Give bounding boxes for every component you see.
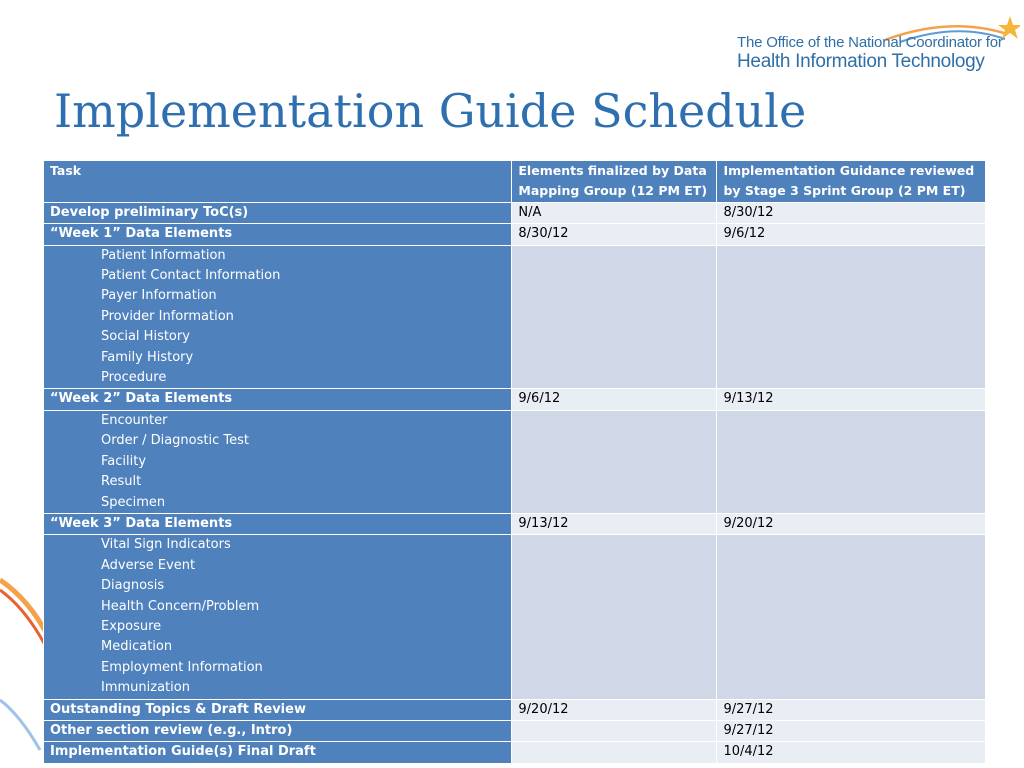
data-element-item: Health Concern/Problem (101, 598, 260, 614)
table-row (44, 202, 986, 223)
data-element-list (44, 245, 512, 389)
data-element-item: Encounter (101, 412, 168, 428)
data-element-item: Employment Information (101, 659, 263, 675)
data-element-item: Result (101, 474, 142, 490)
table-row (44, 720, 986, 741)
finalized-date-cell (512, 720, 717, 741)
data-element-item: Procedure (101, 370, 167, 386)
data-element-item: Diagnosis (101, 578, 165, 594)
finalized-date-cell: 9/20/12 (512, 699, 717, 720)
header-reviewed: Implementation Guidance reviewed by Stage 3 Sprint Group (2 PM ET) (717, 161, 986, 203)
finalized-date-cell: N/A (512, 202, 717, 223)
data-element-item: Medication (101, 639, 173, 655)
data-element-item: Provider Information (101, 308, 234, 324)
empty-cell (512, 535, 717, 699)
data-element-item: Family History (101, 349, 194, 365)
data-element-item: Patient Information (101, 247, 226, 263)
data-element-list (44, 535, 512, 699)
reviewed-date-cell: 8/30/12 (717, 202, 986, 223)
reviewed-date-cell: 9/6/12 (717, 224, 986, 245)
finalized-date-cell (512, 742, 717, 763)
reviewed-date-cell: 9/27/12 (717, 720, 986, 741)
onc-logo (735, 14, 1020, 74)
data-element-list (44, 410, 512, 513)
finalized-date-cell: 9/6/12 (512, 389, 717, 410)
task-cell: Other section review (e.g., Intro) (44, 720, 512, 741)
logo-line-1: The Office of the National Coordinator for (737, 34, 1003, 51)
header-finalized: Elements finalized by Data Mapping Group (12 PM ET) (512, 161, 717, 203)
logo-line-2: Health Information Technology (737, 51, 985, 72)
data-element-list-row (44, 410, 986, 513)
reviewed-date-cell: 9/13/12 (717, 389, 986, 410)
reviewed-date-cell: 10/4/12 (717, 742, 986, 763)
data-element-item: Exposure (101, 618, 162, 634)
data-element-item: Immunization (101, 680, 190, 696)
table-row (44, 513, 986, 534)
finalized-date-cell: 9/13/12 (512, 513, 717, 534)
task-cell: “Week 3” Data Elements (44, 513, 512, 534)
finalized-date-cell: 8/30/12 (512, 224, 717, 245)
table-header-row (44, 161, 986, 203)
table-row (44, 699, 986, 720)
data-element-item: Specimen (101, 494, 166, 510)
task-cell: Outstanding Topics & Draft Review (44, 699, 512, 720)
data-element-item: Payer Information (101, 288, 217, 304)
header-task: Task (44, 161, 512, 203)
data-element-item: Social History (101, 329, 190, 345)
empty-cell (717, 245, 986, 389)
data-element-item: Adverse Event (101, 557, 196, 573)
empty-cell (717, 535, 986, 699)
data-element-item: Vital Sign Indicators (101, 537, 231, 553)
data-element-item: Facility (101, 453, 147, 469)
reviewed-date-cell: 9/20/12 (717, 513, 986, 534)
reviewed-date-cell: 9/27/12 (717, 699, 986, 720)
task-cell: Develop preliminary ToC(s) (44, 202, 512, 223)
table-row (44, 389, 986, 410)
table-row (44, 224, 986, 245)
task-cell: “Week 1” Data Elements (44, 224, 512, 245)
data-element-item: Patient Contact Information (101, 268, 281, 284)
task-cell: Implementation Guide(s) Final Draft (44, 742, 512, 763)
data-element-item: Order / Diagnostic Test (101, 433, 249, 449)
schedule-table (43, 160, 986, 764)
task-cell: “Week 2” Data Elements (44, 389, 512, 410)
data-element-list-row (44, 535, 986, 699)
empty-cell (512, 245, 717, 389)
page-title: Implementation Guide Schedule (54, 84, 807, 138)
table-row (44, 742, 986, 763)
empty-cell (512, 410, 717, 513)
empty-cell (717, 410, 986, 513)
data-element-list-row (44, 245, 986, 389)
